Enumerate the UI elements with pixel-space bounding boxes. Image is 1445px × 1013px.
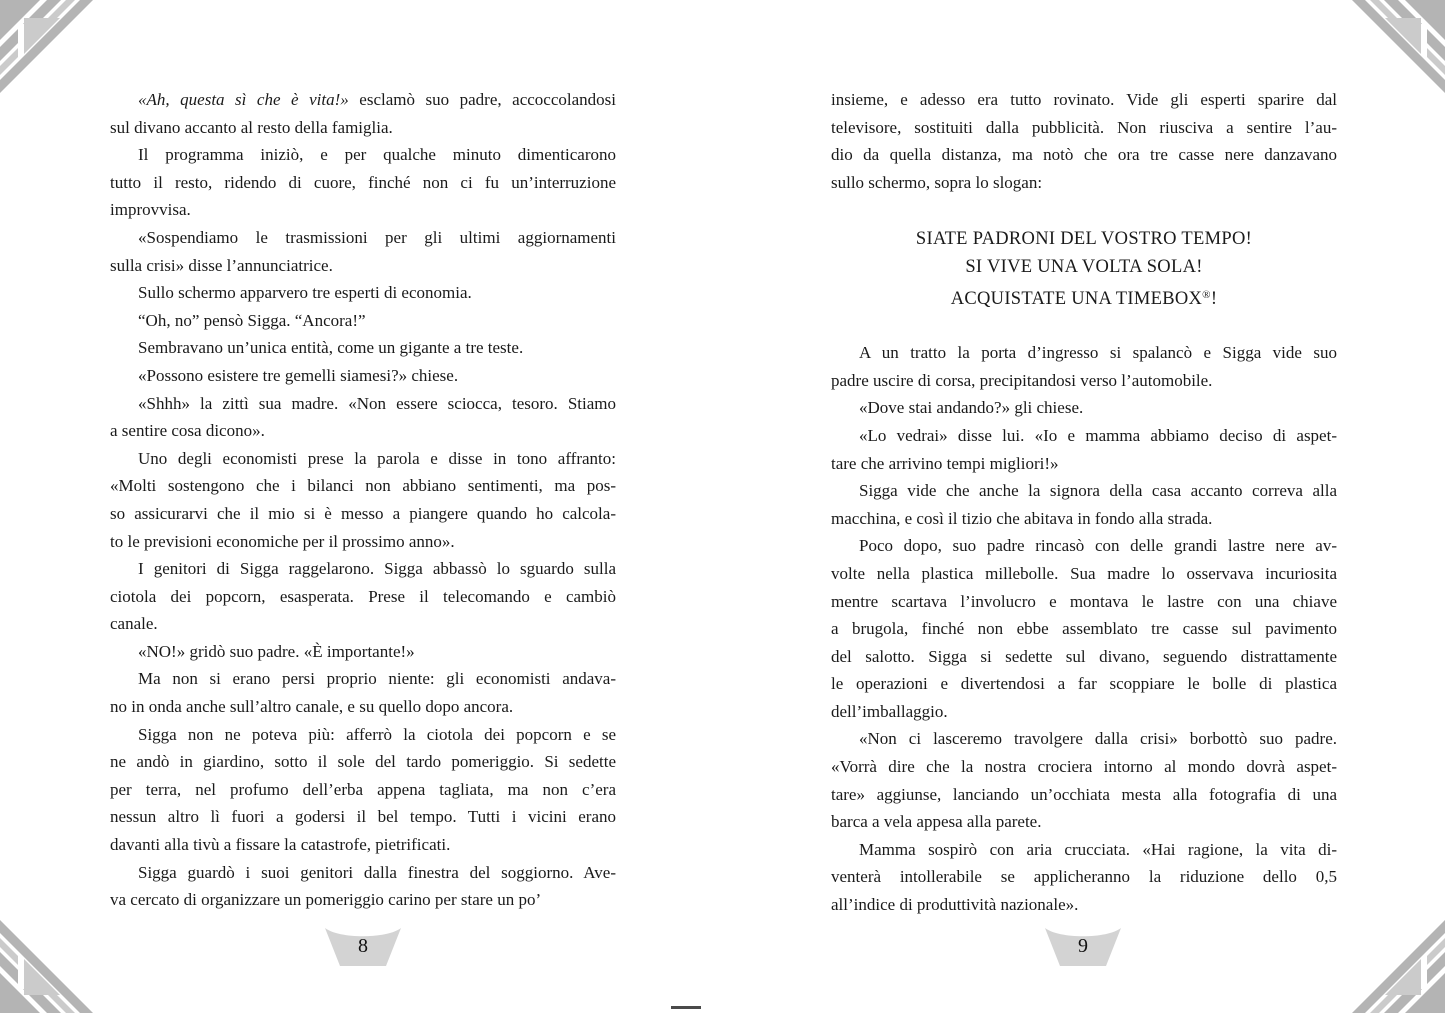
text-line: Ma non si erano persi proprio niente: gli economisti andava- <box>138 669 616 689</box>
text-line: a brugola, finché non ebbe assemblato tre casse sul pavimento <box>831 619 1337 639</box>
text-line: all’indice di produttività nazionale». <box>831 895 1079 915</box>
corner-ornament-icon <box>1349 0 1445 96</box>
spine-mark <box>671 1006 701 1009</box>
text-line: SI VIVE UNA VOLTA SOLA! <box>965 256 1203 277</box>
text-line: sulla crisi» disse l’annunciatrice. <box>110 255 333 275</box>
corner-ornament-icon <box>0 0 96 96</box>
text-line: Sullo schermo apparvero tre esperti di economia. <box>138 283 472 303</box>
text-line: «Dove stai andando?» gli chiese. <box>859 398 1084 418</box>
text-line <box>831 309 1337 339</box>
text-line: per terra, nel profumo dell’erba appena tagliata, ma non c’era <box>110 779 616 799</box>
text-line: Sigga non ne poteva più: afferrò la ciotola dei popcorn e se <box>138 724 616 744</box>
text-line: va cercato di organizzare un pomeriggio carino per stare un po’ <box>110 890 542 910</box>
text-line: insieme, e adesso era tutto rovinato. Vide gli esperti sparire dal <box>831 90 1337 109</box>
text-line: sul divano accanto al resto della famiglia. <box>110 117 393 137</box>
page-number-badge-right <box>1045 928 1121 966</box>
text-line: «Sospendiamo le trasmissioni per gli ultimi aggiornamenti <box>138 227 616 247</box>
corner-ornament-icon <box>1349 917 1445 1013</box>
text-line: improvvisa. <box>110 200 191 220</box>
text-line: «Molti sostengono che i bilanci non abbiano sentimenti, ma pos- <box>110 476 616 496</box>
text-segment: esclamò suo padre, accoccolandosi <box>348 90 616 109</box>
text-segment: ® <box>1202 288 1211 301</box>
text-segment: ACQUISTATE UNA TIMEBOX <box>950 288 1203 309</box>
text-line: del salotto. Sigga si sedette sul divano, seguendo distrattamente <box>831 646 1337 666</box>
text-line: Uno degli economisti prese la parola e disse in tono affranto: <box>138 448 616 468</box>
text-line: Il programma iniziò, e per qualche minuto dimenticarono <box>138 145 616 165</box>
text-line: dio da quella distanza, ma notò che ora tre casse nere danzavano <box>831 145 1337 165</box>
left-page-text <box>110 86 616 914</box>
text-line: «Shhh» la zittì sua madre. «Non essere sciocca, tesoro. Stiamo <box>138 393 616 413</box>
text-line: to le previsioni economiche per il prossimo anno». <box>110 531 455 551</box>
text-line: «Non ci lasceremo travolgere dalla crisi» borbottò suo padre. <box>859 729 1337 749</box>
text-line: Sembravano un’unica entità, come un gigante a tre teste. <box>138 338 524 358</box>
page-number-badge-left <box>325 928 401 966</box>
text-line: «Lo vedrai» disse lui. «Io e mamma abbiamo deciso di aspet- <box>859 425 1337 445</box>
text-line: “Oh, no” pensò Sigga. “Ancora!” <box>138 310 366 330</box>
text-line: Poco dopo, suo padre rincasò con delle grandi lastre nere av- <box>859 536 1337 556</box>
text-line: a sentire cosa dicono». <box>110 421 265 441</box>
text-line: SIATE PADRONI DEL VOSTRO TEMPO! <box>915 229 1253 250</box>
text-line: «Possono esistere tre gemelli siamesi?» chiese. <box>138 365 459 385</box>
text-line: macchina, e così il tizio che abitava in fondo alla strada. <box>831 508 1213 528</box>
text-line: nessun altro lì fuori a godersi il bel tempo. Tutti i vicini erano <box>110 807 616 827</box>
text-line: tutto il resto, ridendo di cuore, finché non ci fu un’interruzione <box>110 172 616 192</box>
text-line: «Vorrà dire che la nostra crociera intorno al mondo dovrà aspet- <box>831 757 1337 777</box>
text-line: sullo schermo, sopra lo slogan: <box>831 172 1043 192</box>
text-line: dell’imballaggio. <box>831 701 948 721</box>
text-line: tare» aggiunse, lanciando un’occhiata mesta alla fotografia di una <box>831 784 1337 804</box>
text-line: venterà intollerabile se applicheranno la riduzione dello 0,5 <box>831 867 1337 887</box>
text-line: canale. <box>110 614 158 634</box>
text-line: le operazioni e divertendosi a far scoppiare le bolle di plastica <box>831 674 1337 694</box>
text-line: no in onda anche sull’altro canale, e su quello dopo ancora. <box>110 697 514 717</box>
text-segment: «Ah, questa sì che è vita!» <box>138 90 349 109</box>
text-line: Sigga guardò i suoi genitori dalla finestra del soggiorno. Ave- <box>138 862 616 882</box>
text-line: so assicurarvi che il mio si è messo a piangere quando ho calcola- <box>110 503 616 523</box>
text-line: davanti alla tivù a fissare la catastrofe, pietrificati. <box>110 835 451 855</box>
text-line: barca a vela appesa alla parete. <box>831 812 1042 832</box>
text-line: padre uscire di corsa, precipitandosi verso l’automobile. <box>831 370 1213 390</box>
page-number: 9 <box>1078 935 1088 957</box>
text-line: Sigga vide che anche la signora della casa accanto correva alla <box>859 481 1337 501</box>
text-line <box>831 196 1337 226</box>
text-line <box>831 282 1337 310</box>
text-line: volte nella plastica millebolle. Sua madre lo osservava incuriosita <box>831 563 1337 583</box>
text-line: ne andò in giardino, sotto il sole del tardo pomeriggio. Si sedette <box>110 752 616 772</box>
text-line: mentre scartava l’involucro e montava le lastre con una chiave <box>831 591 1337 611</box>
text-line: ciotola dei popcorn, esasperata. Prese il telecomando e cambiò <box>110 586 616 606</box>
right-page-text <box>831 86 1337 919</box>
text-line: I genitori di Sigga raggelarono. Sigga abbassò lo sguardo sulla <box>138 559 616 579</box>
corner-ornament-icon <box>0 917 96 1013</box>
text-line: televisore, sostituiti dalla pubblicità. Non riusciva a sentire l’au- <box>831 117 1337 137</box>
text-line <box>110 86 616 114</box>
text-line: tare che arrivino tempi migliori!» <box>831 453 1059 473</box>
page-number: 8 <box>358 935 368 957</box>
text-segment: ! <box>1210 288 1218 309</box>
text-line: A un tratto la porta d’ingresso si spalancò e Sigga vide suo <box>859 343 1337 363</box>
text-line: Mamma sospirò con aria crucciata. «Hai ragione, la vita di- <box>859 839 1337 859</box>
text-line: «NO!» gridò suo padre. «È importante!» <box>138 641 415 661</box>
